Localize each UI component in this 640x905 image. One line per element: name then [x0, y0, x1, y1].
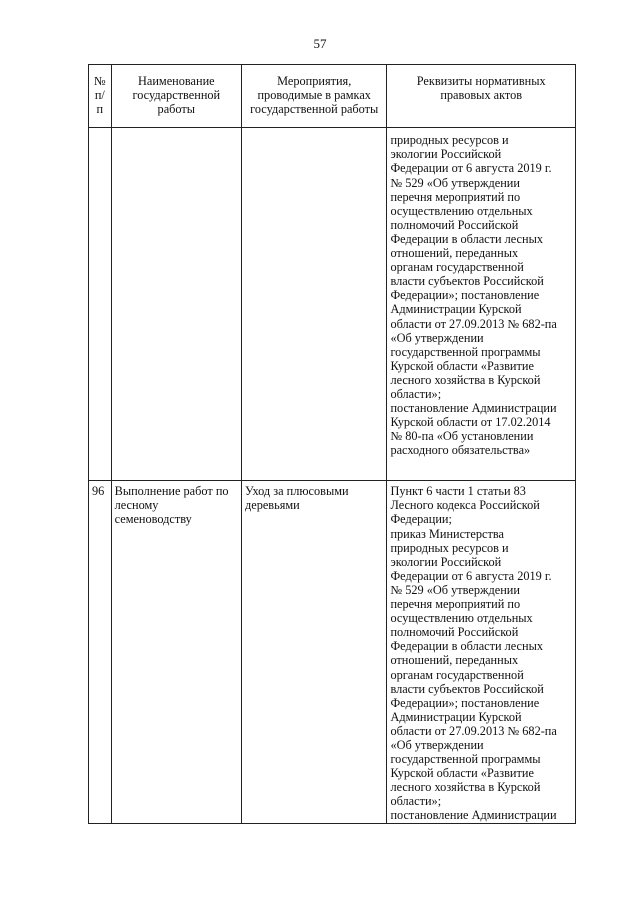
row-number-cell — [89, 481, 112, 823]
row-acts: природных ресурсов и экологии Российской Федерации от 6 августа 2019 г. № 529 «Об утверждении перечня мероприятий по осуществлению отдельных полномочий Российской Федерации в области лесных отношений, переданных органам государственной власти субъектов Российской Федерации»; постановление Администрации Курской области от 27.09.2013 № 682-па «Об утверждении государственной программы Курской области «Развитие лесного хозяйства в Курской области»; постановление Администрации Курской области от 17.02.2014 № 80-па «Об установлении расходного обязательства» — [390, 133, 557, 458]
row-events: Уход за плюсовыми деревьями — [244, 484, 349, 513]
header-cell-acts — [387, 65, 576, 128]
table-row — [89, 481, 576, 823]
page-number: 57 — [313, 36, 327, 51]
row-number: 96 — [92, 484, 105, 499]
header-cell-events — [241, 65, 386, 128]
row-acts-cell — [387, 481, 576, 823]
row-name-cell — [111, 481, 241, 823]
header-cell-name — [111, 65, 241, 128]
row-acts-cell — [387, 128, 576, 481]
header-events-label: Мероприятия, проводимые в рамках государственной работы — [250, 74, 379, 117]
header-name-label: Наименование государственной работы — [132, 74, 221, 117]
row-name-cell — [111, 128, 241, 481]
table-header-row — [89, 65, 576, 128]
row-number-cell — [89, 128, 112, 481]
row-name: Выполнение работ по лесному семеноводству — [114, 484, 229, 527]
header-cell-number — [89, 65, 112, 128]
table-row — [89, 128, 576, 481]
header-acts-label: Реквизиты нормативных правовых актов — [416, 74, 546, 103]
header-number-label: № п/п — [93, 74, 106, 117]
row-events-cell — [241, 128, 386, 481]
row-events-cell — [241, 481, 386, 823]
row-acts: Пункт 6 части 1 статьи 83 Лесного кодекса Российской Федерации; приказ Министерства природных ресурсов и экологии Российской Федерации от 6 августа 2019 г. № 529 «Об утверждении перечня мероприятий по осуществлению отдельных полномочий Российской Федерации в области лесных отношений, переданных органам государственной власти субъектов Российской Федерации»; постановление Администрации Курской области от 27.09.2013 № 682-па «Об утверждении государственной программы Курской области «Развитие лесного хозяйства в Курской области»; постановление Администрации — [390, 484, 557, 823]
legal-acts-table — [88, 64, 576, 824]
